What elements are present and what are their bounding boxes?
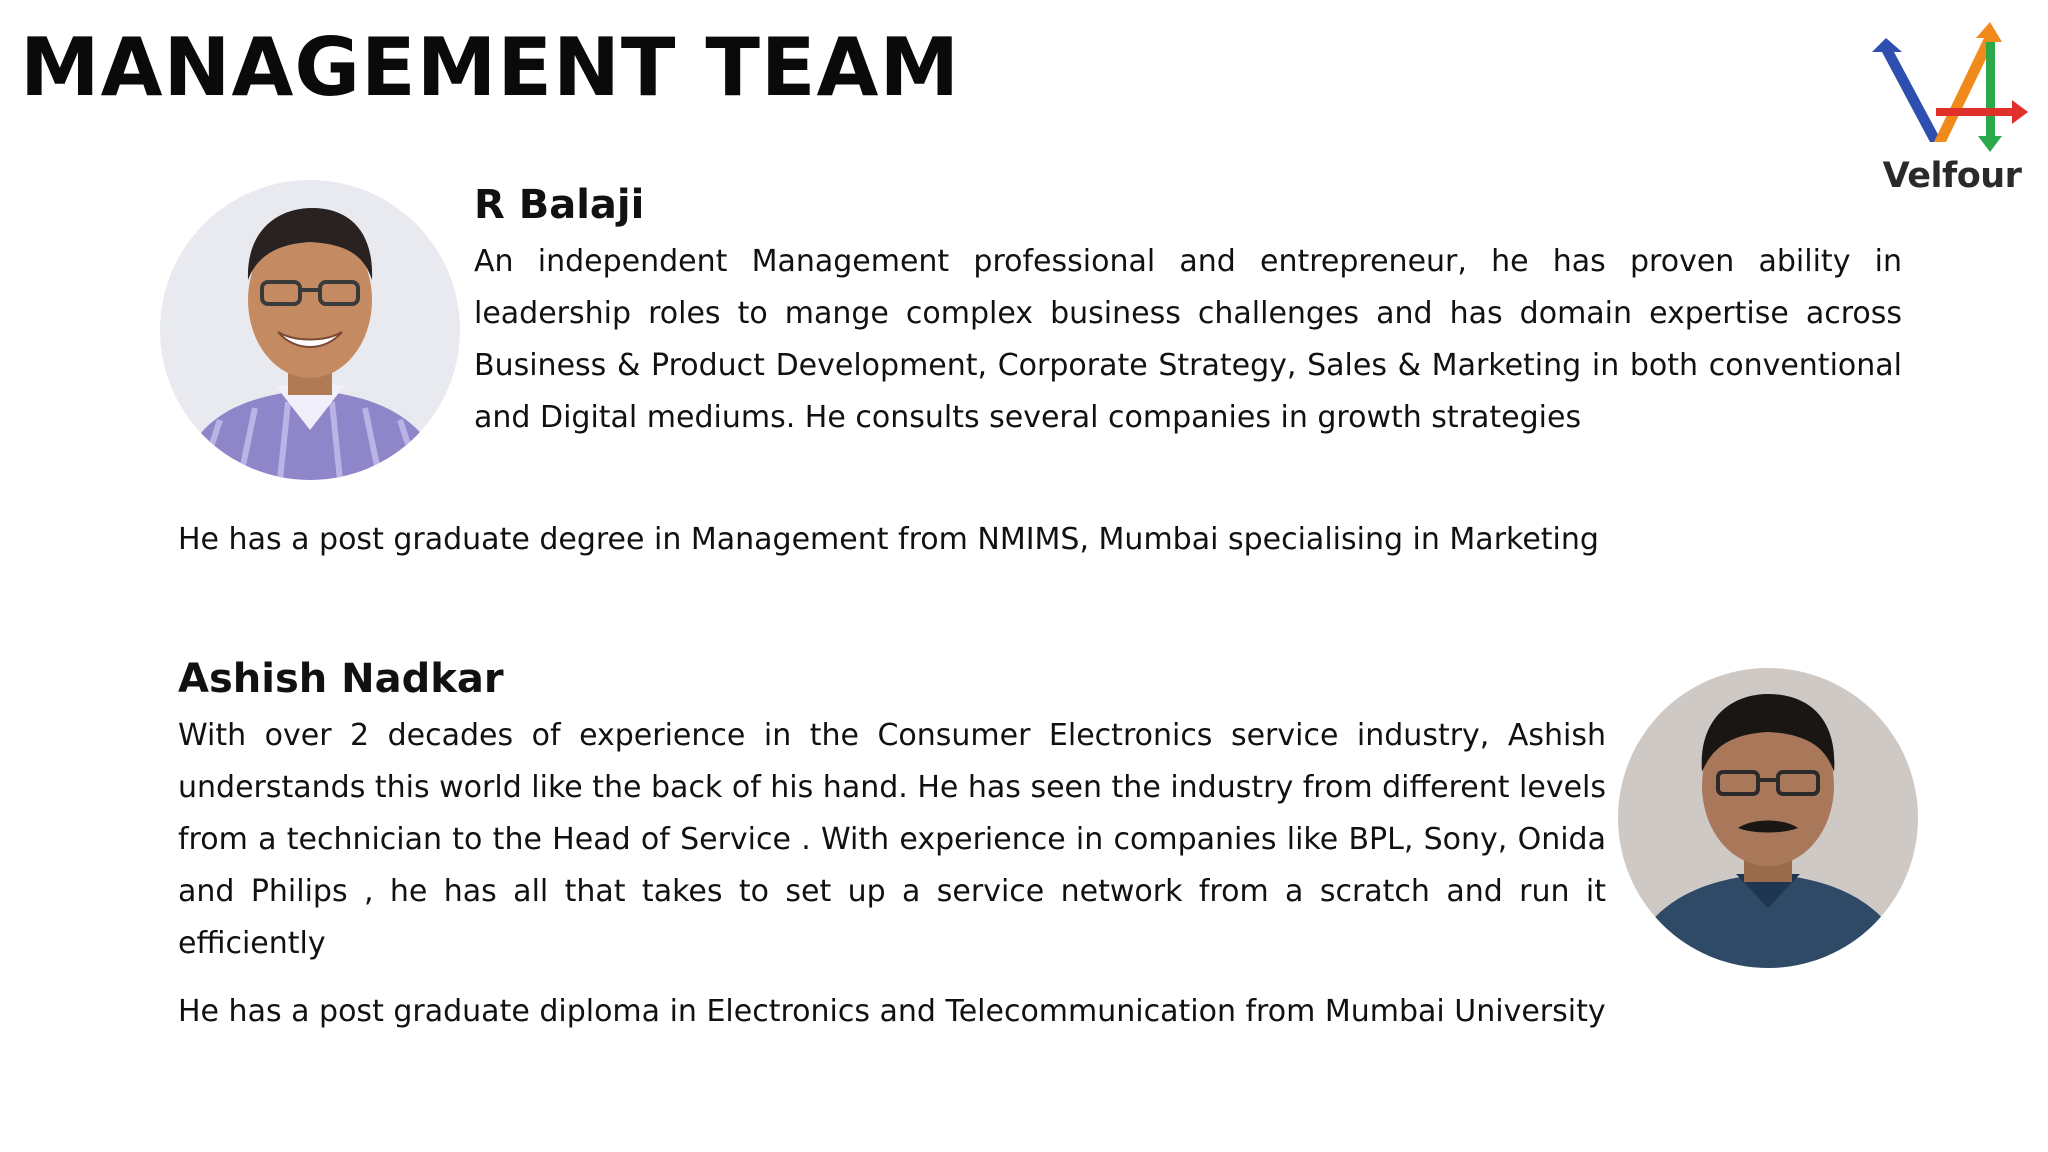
avatar [160, 180, 460, 480]
person-education: He has a post graduate diploma in Electronics and Telecommunication from Mumbai University [178, 994, 1606, 1029]
person-bio: An independent Management professional and entrepreneur, he has proven ability in leadership roles to mange complex business challenges and has domain expertise across Business & Product Development, Corporate Strategy, Sales & Marketing in both conventional and Digital mediums. He consults several companies in growth strategies [474, 244, 1902, 435]
company-logo [1872, 18, 2032, 208]
page-title: MANAGEMENT TEAM [20, 21, 961, 114]
velfour-v4-arrows-icon [1872, 18, 2032, 158]
logo-wordmark: Velfour [1882, 156, 2022, 196]
person-name: Ashish Nadkar [178, 656, 504, 702]
person-bio: With over 2 decades of experience in the Consumer Electronics service industry, Ashish understands this world like the back of his hand. He has seen the industry from different levels from a technician to the Head of Service . With experience in companies like BPL, Sony, Onida and Philips , he has all that takes to set up a service network from a scratch and run it efficiently [178, 718, 1607, 961]
person-name: R Balaji [474, 182, 645, 228]
portrait-photo-icon [160, 180, 460, 480]
portrait-photo-icon [1618, 668, 1918, 968]
avatar [1618, 668, 1918, 968]
person-education: He has a post graduate degree in Management from NMIMS, Mumbai specialising in Marketing [178, 522, 1599, 557]
